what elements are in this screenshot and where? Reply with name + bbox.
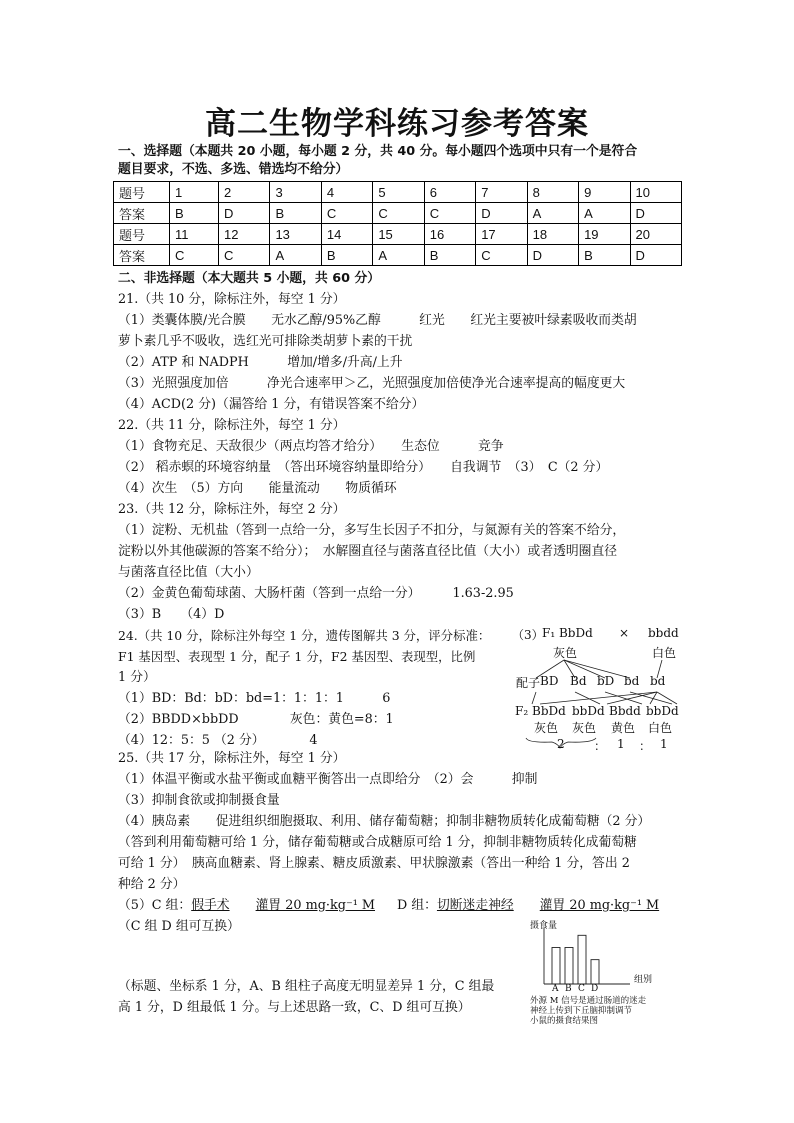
q25-line: （3）抑制食欲或抑制摄食量 [118, 793, 280, 808]
ratio-value: 1 [617, 737, 625, 751]
f2-genotype: Bbdd [609, 704, 641, 718]
q25-part5-prefix: （5）C 组： [118, 898, 192, 913]
row-label: 答案 [114, 203, 170, 224]
f2-phenotype: 灰色 [572, 721, 597, 735]
gamete: bD [597, 674, 615, 688]
table-cell: A [270, 245, 321, 266]
diagram-label: （3） [512, 628, 544, 642]
table-cell: D [630, 245, 682, 266]
q23-title: 23.（共 12 分，除标注外，每空 2 分） [118, 502, 346, 517]
q25-line: 可给 1 分） 胰高血糖素、肾上腺素、糖皮质激素、甲状腺激素（答出一种给 1 分，答出 2 [118, 856, 630, 871]
table-cell: C [321, 203, 372, 224]
table-cell: D [219, 203, 270, 224]
bar-C [578, 935, 586, 984]
table-cell: 3 [270, 182, 321, 203]
section1-heading: 一、选择题（本题共 20 小题，每小题 2 分，共 40 分。每小题四个选项中只有一个是符合 [118, 144, 638, 159]
q25-scoring: （标题、坐标系 1 分，A、B 组柱子高度无明显差异 1 分，C 组最 [118, 979, 495, 994]
ratio-colon: ： [639, 739, 652, 753]
f2-genotype: BbDd [532, 704, 566, 718]
answer-table [113, 181, 682, 266]
q22-title: 22.（共 11 分，除标注外，每空 1 分） [118, 418, 346, 433]
genetic-diagram [512, 624, 687, 754]
x-tick-label: A [552, 984, 559, 994]
table-cell: 13 [270, 224, 321, 245]
cross-symbol: × [619, 626, 630, 640]
table-cell: 19 [579, 224, 630, 245]
d-group-dose: 灌胃 20 mg·kg⁻¹ M [539, 898, 660, 913]
table-cell: 15 [373, 224, 424, 245]
c-group-dose: 灌胃 20 mg·kg⁻¹ M [255, 898, 376, 913]
bar-A [552, 947, 560, 984]
parent-bbdd-phenotype: 白色 [652, 646, 677, 660]
table-cell: C [170, 245, 219, 266]
bar-B [565, 947, 573, 984]
table-row [114, 182, 682, 203]
q24-line: （2）BBDD×bbDD 灰色：黄色=8：1 [118, 712, 394, 727]
q25-line: （答到利用葡萄糖可给 1 分，储存葡萄糖或合成糖原可给 1 分，抑制非糖物质转化成葡萄糖 [118, 835, 637, 850]
q25-part5 [118, 897, 659, 915]
table-cell: C [219, 245, 270, 266]
table-cell: B [579, 245, 630, 266]
gamete: Bd [570, 674, 587, 688]
table-cell: 2 [219, 182, 270, 203]
table-cell: B [270, 203, 321, 224]
q23-line: 淀粉以外其他碳源的答案不给分）； 水解圈直径与菌落直径比值（大小）或者透明圈直径 [118, 544, 618, 559]
table-row [114, 203, 682, 224]
gamete: bd [624, 674, 640, 688]
table-cell: D [630, 203, 682, 224]
table-cell: A [579, 203, 630, 224]
table-cell: A [373, 245, 424, 266]
f2-phenotype: 黄色 [611, 721, 636, 735]
q25-title: 25.（共 17 分，除标注外，每空 1 分） [118, 751, 346, 766]
q21-line: （1）类囊体膜/光合膜 无水乙醇/95%乙醇 红光 红光主要被叶绿素吸收而类胡 [118, 313, 637, 328]
table-cell: 12 [219, 224, 270, 245]
table-cell: 14 [321, 224, 372, 245]
q25-line: （4）胰岛素 促进组织细胞摄取、利用、储存葡萄糖；抑制非糖物质转化成葡萄糖（2 分） [118, 814, 651, 829]
q24-line: 1 分） [118, 670, 156, 685]
q22-line: （1）食物充足、天敌很少（两点均答才给分） 生态位 竞争 [118, 439, 504, 454]
chart-xlabel: 组别 [634, 975, 653, 985]
q24-line: F1 基因型、表现型 1 分，配子 1 分，F2 基因型、表现型，比例 [118, 649, 476, 664]
chart-caption: 小鼠的摄食结果图 [530, 1016, 599, 1026]
parent-bbdd: bbdd [648, 626, 679, 640]
f2-genotype: bbDd [572, 704, 605, 718]
q21-line: 萝卜素几乎不吸收，选红光可排除类胡萝卜素的干扰 [118, 334, 413, 349]
table-cell: B [170, 203, 219, 224]
f2-label: F₂ [515, 704, 529, 718]
parent-f1: F₁ BbDd [542, 626, 593, 640]
ratio-value: 2 [557, 737, 565, 751]
table-cell: 4 [321, 182, 372, 203]
ratio-colon: ： [594, 739, 607, 753]
table-cell: C [373, 203, 424, 224]
row-label: 答案 [114, 245, 170, 266]
d-group-answer: 切断迷走神经 [436, 898, 514, 913]
table-cell: D [527, 245, 578, 266]
f2-phenotype: 灰色 [534, 721, 559, 735]
table-row [114, 245, 682, 266]
q23-line: （3）B （4）D [118, 607, 225, 622]
q24-title: 24.（共 10 分，除标注外每空 1 分，遗传图解共 3 分，评分标准： [118, 628, 491, 643]
table-cell: C [476, 245, 527, 266]
table-cell: 16 [424, 224, 475, 245]
q25-note: （C 组 D 组可互换） [118, 919, 240, 934]
table-cell: 8 [527, 182, 578, 203]
q25-scoring: 高 1 分，D 组最低 1 分。与上述思路一致，C、D 组可互换） [118, 1000, 471, 1015]
x-tick-label: B [565, 984, 572, 994]
q21-line: （4）ACD(2 分)（漏答给 1 分，有错误答案不给分） [118, 397, 425, 412]
q24-line: （1）BD：Bd：bD：bd=1：1：1：1 6 [118, 691, 391, 706]
table-cell: 18 [527, 224, 578, 245]
q23-line: （1）淀粉、无机盐（答到一点给一分，多写生长因子不扣分，与氮源有关的答案不给分， [118, 523, 626, 538]
gamete-label: 配子 [516, 676, 541, 690]
table-cell: B [321, 245, 372, 266]
food-intake-chart [530, 918, 690, 1033]
q21-line: （2）ATP 和 NADPH 增加/增多/升高/上升 [118, 355, 403, 370]
q23-line: 与菌落直径比值（大小） [118, 565, 259, 580]
row-label: 题号 [114, 182, 170, 203]
table-cell: D [476, 203, 527, 224]
q23-line: （2）金黄色葡萄球菌、大肠杆菌（答到一点给一分） 1.63-2.95 [118, 586, 514, 601]
table-cell: 9 [579, 182, 630, 203]
gamete: BD [540, 674, 559, 688]
section1-heading-cont: 题目要求，不选、多选、错选均不给分） [118, 162, 349, 177]
page-title: 高二生物学科练习参考答案 [205, 106, 589, 142]
row-label: 题号 [114, 224, 170, 245]
c-group-answer: 假手术 [191, 898, 230, 913]
q21-line: （3）光照强度加倍 净光合速率甲＞乙，光照强度加倍使净光合速率提高的幅度更大 [118, 376, 626, 391]
table-row [114, 224, 682, 245]
q21-title: 21.（共 10 分，除标注外，每空 1 分） [118, 292, 346, 307]
table-cell: 7 [476, 182, 527, 203]
q25-line: （1）体温平衡或水盐平衡或血糖平衡答出一点即给分 （2）会 抑制 [118, 772, 538, 787]
ratio-value: 1 [660, 737, 668, 751]
table-cell: 6 [424, 182, 475, 203]
table-cell: C [424, 203, 475, 224]
gamete: bd [650, 674, 666, 688]
q24-line: （4）12：5：5 （2 分） 4 [118, 733, 318, 748]
table-cell: 17 [476, 224, 527, 245]
table-cell: 5 [373, 182, 424, 203]
f2-phenotype: 白色 [648, 721, 673, 735]
section2-heading: 二、非选择题（本大题共 5 小题，共 60 分） [118, 271, 381, 286]
table-cell: 11 [170, 224, 219, 245]
bar-D [591, 960, 599, 984]
chart-ylabel: 摄食量 [530, 921, 558, 931]
q22-line: （4）次生 （5）方向 能量流动 物质循环 [118, 481, 397, 496]
x-tick-label: C [578, 984, 585, 994]
table-cell: B [424, 245, 475, 266]
table-cell: 20 [630, 224, 682, 245]
chart-caption: 外源 M 信号是通过肠道的迷走 [530, 996, 647, 1006]
q22-line: （2） 稻赤螟的环境容纳量 （答出环境容纳量即给分） 自我调节 （3） C（2 分） [118, 460, 609, 475]
chart-caption: 神经上传到下丘脑抑制调节 [530, 1006, 633, 1016]
x-tick-label: D [591, 984, 599, 994]
q25-line: 种给 2 分） [118, 877, 186, 892]
table-cell: A [527, 203, 578, 224]
f2-genotype: bbDd [646, 704, 679, 718]
parent-f1-phenotype: 灰色 [553, 646, 578, 660]
table-cell: 1 [170, 182, 219, 203]
table-cell: 10 [630, 182, 682, 203]
d-group-prefix: D 组： [397, 898, 437, 913]
